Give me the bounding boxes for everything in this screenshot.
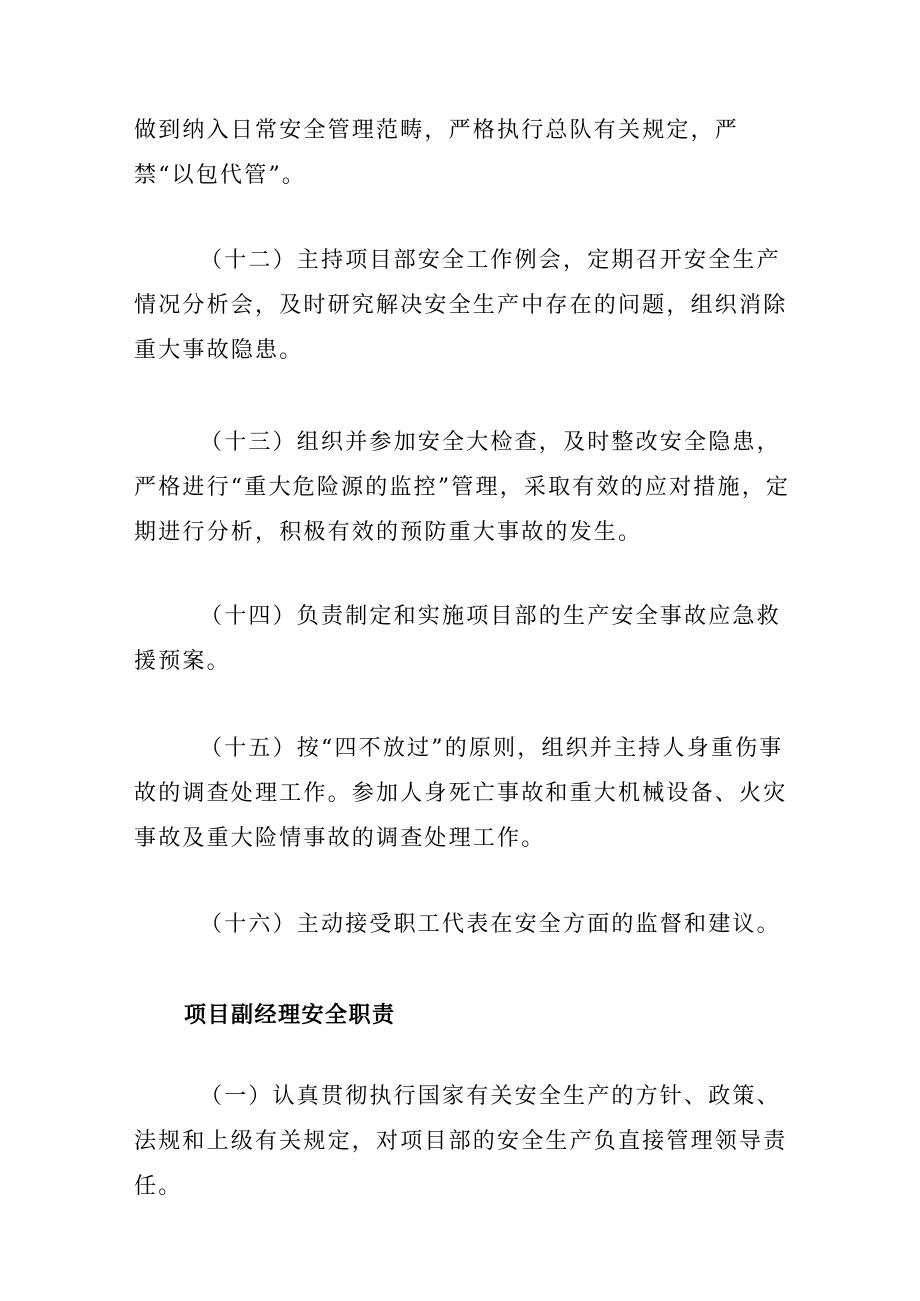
paragraph-item-15: （十五）按“四不放过”的原则，组织并主持人身重伤事故的调查处理工作。参加人身死亡事故和重大机械设备、火灾事故及重大险情事故的调查处理工作。: [134, 736, 788, 851]
section-heading: 项目副经理安全职责: [184, 1002, 396, 1028]
paragraph-continuation: 做到纳入日常安全管理范畴，严格执行总队有关规定，严禁“以包代管”。: [134, 118, 740, 188]
paragraph-item-13: （十三）组织并参加安全大检查，及时整改安全隐患，严格进行“重大危险源的监控”管理，采取有效的应对措施，定期进行分析，积极有效的预防重大事故的发生。: [134, 430, 791, 545]
paragraph-item-16: （十六）主动接受职工代表在安全方面的监督和建议。: [200, 912, 781, 937]
paragraph-item-12: （十二）主持项目部安全工作例会，定期召开安全生产情况分析会，及时研究解决安全生产中存在的问题，组织消除重大事故隐患。: [134, 248, 788, 363]
section-paragraph-item-1: （一）认真贯彻执行国家有关安全生产的方针、政策、法规和上级有关规定，对项目部的安全生产负直接管理领导责任。: [134, 1084, 788, 1199]
paragraph-item-14: （十四）负责制定和实施项目部的生产安全事故应急救援预案。: [134, 604, 781, 674]
